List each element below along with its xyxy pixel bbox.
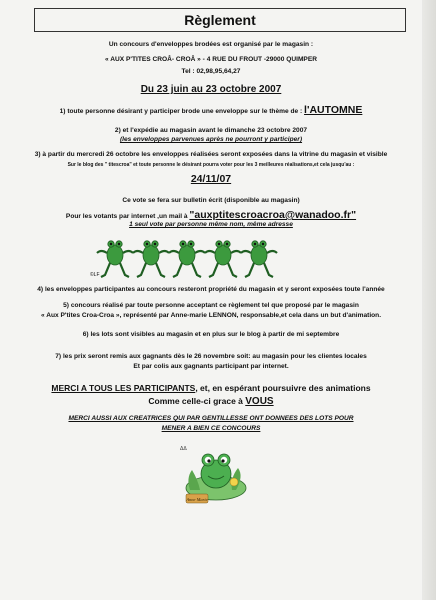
frog-mascot-logo <box>178 440 250 510</box>
creators-line-1: MERCI AUSSI AUX CREATRICES QUI PAR GENTILLESSE ONT DONNEES DES LOTS POUR <box>68 415 354 422</box>
shop-address: « AUX P'TITES CROÂ- CROÂ » - 4 RUE DU FROUT -29000 QUIMPER <box>105 56 317 63</box>
rule-5b: « Aux P'tites Croa-Croa », représenté par Anne-marie LENNON, responsable,et cela dans un but d'animation. <box>40 312 382 319</box>
page-title: Règlement <box>34 8 406 32</box>
vote-line: Ce vote se fera sur bulletin écrit (disponible au magasin) <box>122 197 300 204</box>
intro-text: Un concours d'enveloppes brodées est organisé par le magasin : <box>108 41 314 48</box>
contest-dates: Du 23 juin au 23 octobre 2007 <box>140 84 282 95</box>
vote-internet <box>0 209 422 221</box>
vote-internet-text: Pour les votants par internet ,un mail à <box>65 213 188 220</box>
frog-chain-illustration <box>95 233 295 283</box>
rule-3-blog: Sur le blog des " titescroa" et toute personne le désirant pourra voter pour les 3 meilleures réalisations,et cela jusqu'au : <box>67 162 355 168</box>
thanks-vous: VOUS <box>245 396 274 407</box>
vote-once: 1 seul vote par personne même nom, même adresse <box>129 221 293 228</box>
shop-phone: Tel : 02,98,95,64,27 <box>181 68 241 75</box>
mascot-small-label: ΔΔ <box>180 446 187 452</box>
thanks-lead: MERCI A TOUS LES PARTICIPANTS <box>51 383 196 393</box>
thanks-line-1 <box>0 383 422 393</box>
rule-6: 6) les lots sont visibles au magasin et en plus sur le blog à partir de mi septembre <box>82 331 340 338</box>
rule-3: 3) à partir du mercredi 26 octobre les enveloppes réalisées seront exposées dans la vitrine du magasin et visible <box>34 151 388 158</box>
rule-2-note: (les enveloppes parvenues après ne pourront y participer) <box>119 136 303 143</box>
rule-1-theme: l'AUTOMNE <box>304 104 363 116</box>
rule-4: 4) les enveloppes participantes au concours resteront propriété du magasin et y seront exposées toute l'année <box>37 286 385 293</box>
frog-icon <box>97 241 133 277</box>
mascot-banner-label: Anne Marie <box>186 497 208 502</box>
vote-email: "auxptitescroacroa@wanadoo.fr" <box>189 209 357 221</box>
frog-credit: ©LF <box>90 272 100 278</box>
rule-3-date: 24/11/07 <box>190 173 232 185</box>
rule-7a: 7) les prix seront remis aux gagnants dès le 26 novembre soit: au magasin pour les clientes locales <box>55 353 367 360</box>
thanks-line2-text: Comme celle-ci grace à <box>148 396 243 406</box>
rule-7b: Et par colis aux gagnants participant par internet. <box>133 363 289 370</box>
rule-1-text: 1) toute personne désirant y participer brode une enveloppe sur le thème de : <box>59 108 303 115</box>
creators-line-2: MENER A BIEN CE CONCOURS <box>161 425 261 432</box>
thanks-rest: , et, en espérant poursuivre des animations <box>195 383 371 393</box>
scan-edge <box>422 0 436 600</box>
thanks-line-2 <box>0 396 422 407</box>
rule-1 <box>0 104 422 116</box>
rule-5a: 5) concours réalisé par toute personne acceptant ce règlement tel que proposé par le magasin <box>63 302 359 309</box>
rule-2: 2) et l'expédie au magasin avant le dimanche 23 octobre 2007 <box>114 127 308 134</box>
